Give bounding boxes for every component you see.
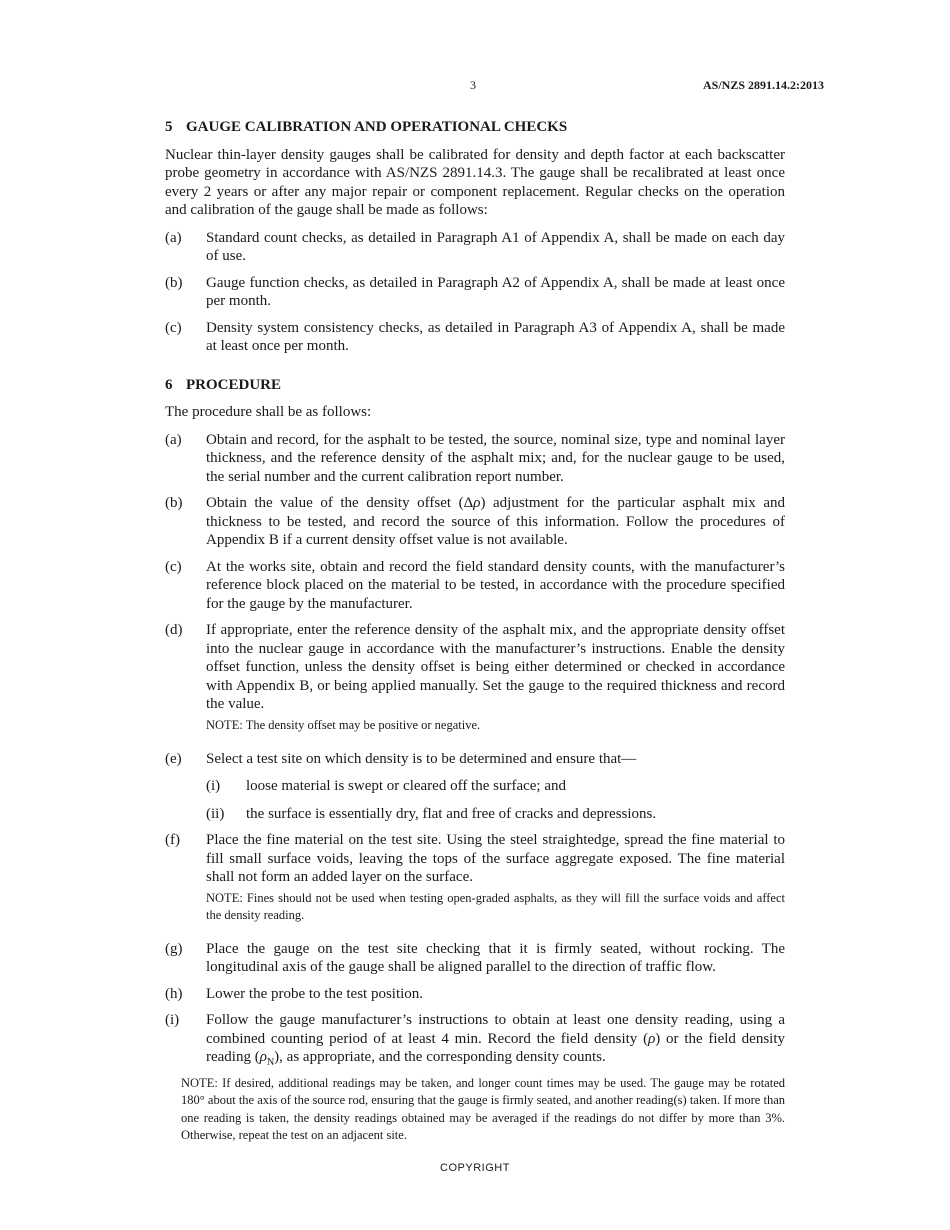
sub-item-label: (i) (206, 778, 221, 794)
item-text: Gauge function checks, as detailed in Paragraph A2 of Appendix A, shall be made at least once per month. (206, 274, 785, 309)
list-item (165, 494, 785, 550)
final-note: NOTE: If desired, additional readings may be taken, and longer count times may be used. The gauge may be rotated 180° about the axis of the source rod, ensuring that the gauge is firmly seated, and another reading(s) taken. If more than one reading is taken, the density readings obtained may be averaged if the readings do not differ by more than 3%. Otherwise, repeat the test on an adjacent site. (181, 1075, 785, 1142)
list-item (165, 274, 785, 311)
item-text: Density system consistency checks, as detailed in Paragraph A3 of Appendix A, shall be made at least once per month. (206, 319, 785, 354)
subscript: N (266, 1057, 275, 1068)
note: NOTE: The density offset may be positive or negative. (206, 717, 481, 732)
item-text: Select a test site on which density is to be determined and ensure that— (206, 750, 637, 767)
sub-item-text: loose material is swept or cleared off the surface; and (246, 778, 567, 794)
item-label: (f) (165, 832, 180, 848)
item-label: (a) (165, 431, 182, 448)
list-item (165, 831, 785, 932)
page-content (165, 118, 785, 1145)
item-body (206, 831, 785, 932)
list-item (165, 319, 785, 356)
item-label: (b) (165, 274, 183, 291)
item-text: Obtain and record, for the asphalt to be tested, the source, nominal size, type and nominal layer thickness, and the reference density of the asphalt mix; and, for the nuclear gauge to be used, the serial number and the current calibration report number. (206, 431, 785, 485)
section-5-number: 5 (165, 119, 173, 135)
copyright-footer: COPYRIGHT (440, 1162, 510, 1174)
sub-item (206, 805, 785, 824)
sub-item (206, 777, 785, 796)
section-5-heading (165, 118, 785, 137)
section-6-intro: The procedure shall be as follows: (165, 404, 372, 420)
section-5-intro: Nuclear thin-layer density gauges shall be calibrated for density and depth factor at each backscatter probe geometry in accordance with AS/NZS 2891.14.3. The gauge shall be recalibrated at least once every 2 years or after any major repair or component replacement. Regular checks on the operation and calibration of the gauge shall be made as follows: (165, 146, 785, 218)
sub-item-text: the surface is essentially dry, flat and free of cracks and depressions. (246, 805, 657, 822)
item-text: Place the gauge on the test site checking that it is firmly seated, without rocking. The longitudinal axis of the gauge shall be aligned parallel to the direction of traffic flow. (206, 940, 785, 975)
section-5-title: GAUGE CALIBRATION AND OPERATIONAL CHECKS (186, 119, 568, 135)
list-item (165, 431, 785, 487)
list-item (165, 621, 785, 742)
item-text: If appropriate, enter the reference density of the asphalt mix, and the appropriate density offset into the nuclear gauge in accordance with the manufacturer’s instructions. Enable the density offset function, unless the density offset is being either determined or checked in accordance with Appendix B, or being applied manually. Set the gauge to the required thickness and record the value. (206, 622, 785, 712)
sub-item-label: (ii) (206, 805, 225, 822)
item-label: (h) (165, 985, 183, 1002)
item-label: (g) (165, 940, 183, 957)
item-label: (d) (165, 622, 183, 638)
list-item (165, 940, 785, 977)
item-body (206, 621, 785, 742)
item-text: Follow the gauge manufacturer’s instructions to obtain at least one density reading, using a combined counting period of at least 4 min. Record the field density (ρ) or the field density reading $(\rho_N)$, as appropriate, and the corresponding density counts. (206, 1012, 786, 1068)
section-6-number: 6 (165, 376, 173, 393)
item-label: (c) (165, 558, 182, 575)
item-text: At the works site, obtain and record the field standard density counts, with the manufacturer’s reference block placed on the material to be tested, in accordance with the procedure specified for the gauge by the manufacturer. (206, 558, 785, 612)
item-body (206, 750, 785, 824)
section-6-title: PROCEDURE (186, 376, 282, 393)
list-item (165, 1011, 785, 1073)
item-text: Place the fine material on the test site. Using the steel straightedge, spread the fine material to fill small surface voids, leaving the tops of the surface aggregate exposed. The fine material shall not form an added layer on the surface. (206, 832, 785, 885)
item-text: Lower the probe to the test position. (206, 985, 424, 1002)
note: NOTE: Fines should not be used when testing open-graded asphalts, as they will fill the surface voids and affect the density reading. (206, 890, 785, 922)
rho-symbol: ρ (259, 1049, 267, 1065)
rho-symbol: ρ (648, 1030, 656, 1047)
item-text: Standard count checks, as detailed in Paragraph A1 of Appendix A, shall be made on each day of use. (206, 229, 785, 264)
page-number: 3 (470, 78, 476, 92)
item-label: (e) (165, 750, 182, 767)
item-text: Obtain the value of the density offset (Δρ) adjustment for the particular asphalt mix and thickness to be tested, and record the source of this information. Follow the procedures of Appendix B if a current density offset value is not available. (206, 495, 785, 548)
item-label: (i) (165, 1012, 180, 1028)
standard-number: AS/NZS 2891.14.2:2013 (702, 78, 824, 92)
item-label: (c) (165, 319, 182, 336)
rho-symbol: ρ (473, 495, 481, 511)
list-item (165, 558, 785, 614)
list-item (165, 229, 785, 266)
list-item (165, 985, 785, 1004)
item-label: (b) (165, 495, 183, 511)
list-item (165, 750, 785, 824)
item-label: (a) (165, 229, 182, 246)
section-6-heading (165, 376, 785, 395)
